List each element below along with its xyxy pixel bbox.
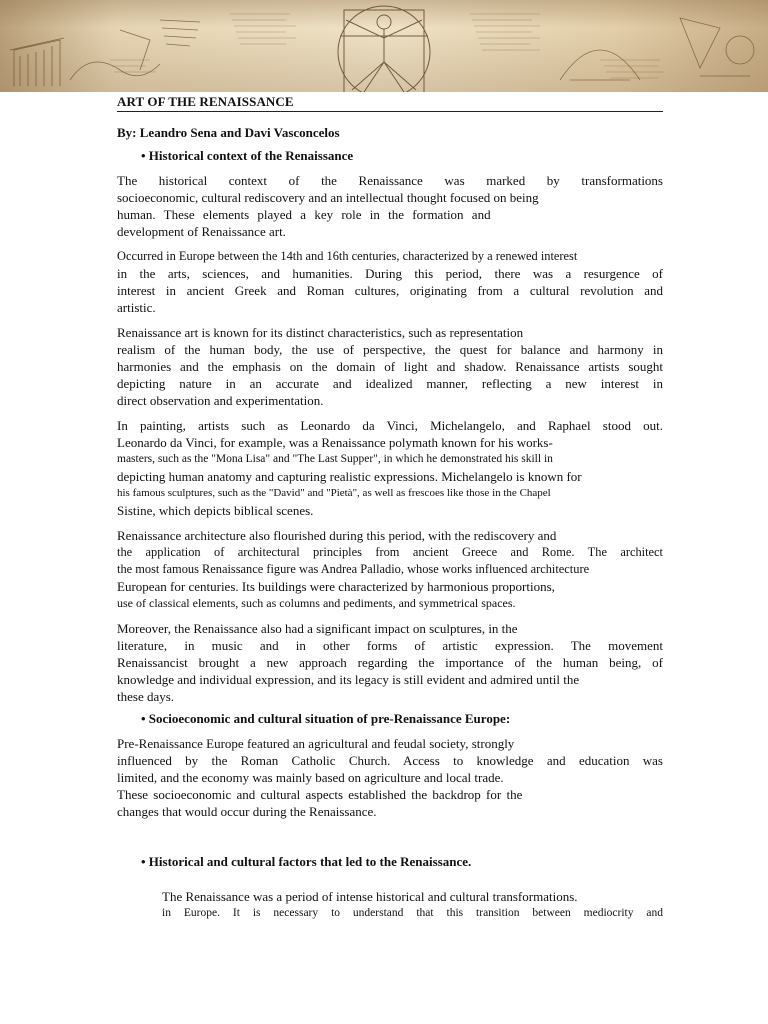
paragraph-sculpture-influence bbox=[117, 620, 663, 705]
text-line: harmonies and the emphasis on the domain of light and shadow. Renaissance artists sought bbox=[117, 359, 663, 374]
text-line: Sistine, which depicts biblical scenes. bbox=[117, 503, 314, 518]
paragraph-art-characteristics bbox=[117, 324, 663, 409]
text-line: socioeconomic, cultural rediscovery and an intellectual thought focused on being bbox=[117, 190, 539, 205]
header-banner-image bbox=[0, 0, 768, 92]
document-body bbox=[117, 94, 663, 922]
paragraph-architecture bbox=[117, 527, 663, 612]
section-heading-socioeconomic: • Socioeconomic and cultural situation of pre-Renaissance Europe: bbox=[141, 711, 511, 726]
paragraph-pre-renaissance bbox=[117, 735, 663, 820]
text-line: literature, in music and in other forms of artistic expression. The movement bbox=[117, 638, 663, 653]
paragraph-painting bbox=[117, 417, 663, 519]
text-line: artistic. bbox=[117, 300, 156, 315]
section-heading-historical-context: • Historical context of the Renaissance bbox=[141, 148, 354, 163]
document-title: ART OF THE RENAISSANCE bbox=[117, 94, 663, 112]
text-line: depicting human anatomy and capturing realistic expressions. Michelangelo is known for bbox=[117, 469, 582, 484]
text-line: realism of the human body, the use of perspective, the quest for balance and harmony in bbox=[117, 342, 663, 357]
text-line: human. These elements played a key role in the formation and bbox=[117, 207, 491, 222]
text-line: masters, such as the "Mona Lisa" and "The Last Supper", in which he demonstrated his skill in bbox=[117, 453, 553, 465]
text-line: interest in ancient Greek and Roman cultures, originating from a cultural revolution and bbox=[117, 283, 663, 298]
section-heading-factors: • Historical and cultural factors that led to the Renaissance. bbox=[141, 854, 472, 869]
text-line: these days. bbox=[117, 689, 175, 704]
text-line: Moreover, the Renaissance also had a significant impact on sculptures, in the bbox=[117, 621, 518, 636]
paragraph-period-overview bbox=[117, 248, 663, 316]
text-line: Renaissancist brought a new approach regarding the importance of the human being, of bbox=[117, 655, 663, 670]
text-line: European for centuries. Its buildings were characterized by harmonious proportions, bbox=[117, 579, 555, 594]
text-line: In painting, artists such as Leonardo da Vinci, Michelangelo, and Raphael stood out. bbox=[117, 418, 663, 433]
text-line: The Renaissance was a period of intense historical and cultural transformations. bbox=[162, 889, 578, 904]
text-line: Pre-Renaissance Europe featured an agricultural and feudal society, strongly bbox=[117, 736, 515, 751]
text-line: Renaissance art is known for its distinct characteristics, such as representation bbox=[117, 325, 524, 340]
renaissance-sketch-banner-icon bbox=[0, 0, 768, 92]
paragraph-transformations bbox=[117, 888, 663, 922]
text-line: in the arts, sciences, and humanities. During this period, there was a resurgence of bbox=[117, 266, 663, 281]
text-line: the most famous Renaissance figure was Andrea Palladio, whose works influenced architecture bbox=[117, 562, 590, 576]
text-line: Occurred in Europe between the 14th and 16th centuries, characterized by a renewed interest bbox=[117, 249, 578, 263]
text-line: his famous sculptures, such as the "David" and "Pietà", as well as frescoes like those in the Chapel bbox=[117, 487, 551, 499]
paragraph-historical-context bbox=[117, 172, 663, 240]
text-line: direct observation and experimentation. bbox=[117, 393, 324, 408]
author-line: By: Leandro Sena and Davi Vasconcelos bbox=[117, 125, 340, 140]
text-line: influenced by the Roman Catholic Church. Access to knowledge and education was bbox=[117, 753, 663, 768]
text-line: in Europe. It is necessary to understand that this transition between mediocrity and bbox=[162, 907, 663, 919]
text-line: Renaissance architecture also flourished during this period, with the rediscovery and bbox=[117, 528, 557, 543]
text-line: use of classical elements, such as columns and pediments, and symmetrical spaces. bbox=[117, 596, 516, 610]
text-line: development of Renaissance art. bbox=[117, 224, 286, 239]
text-line: limited, and the economy was mainly based on agriculture and local trade. bbox=[117, 770, 504, 785]
text-line: knowledge and individual expression, and its legacy is still evident and admired until the bbox=[117, 672, 580, 687]
text-line: the application of architectural principles from ancient Greece and Rome. The architect bbox=[117, 545, 663, 559]
text-line: changes that would occur during the Renaissance. bbox=[117, 804, 377, 819]
text-line: The historical context of the Renaissance was marked by transformations bbox=[117, 173, 663, 188]
text-line: These socioeconomic and cultural aspects established the backdrop for the bbox=[117, 787, 523, 802]
text-line: depicting nature in an accurate and idealized manner, reflecting a new interest in bbox=[117, 376, 663, 391]
text-line: Leonardo da Vinci, for example, was a Renaissance polymath known for his works- bbox=[117, 435, 553, 450]
